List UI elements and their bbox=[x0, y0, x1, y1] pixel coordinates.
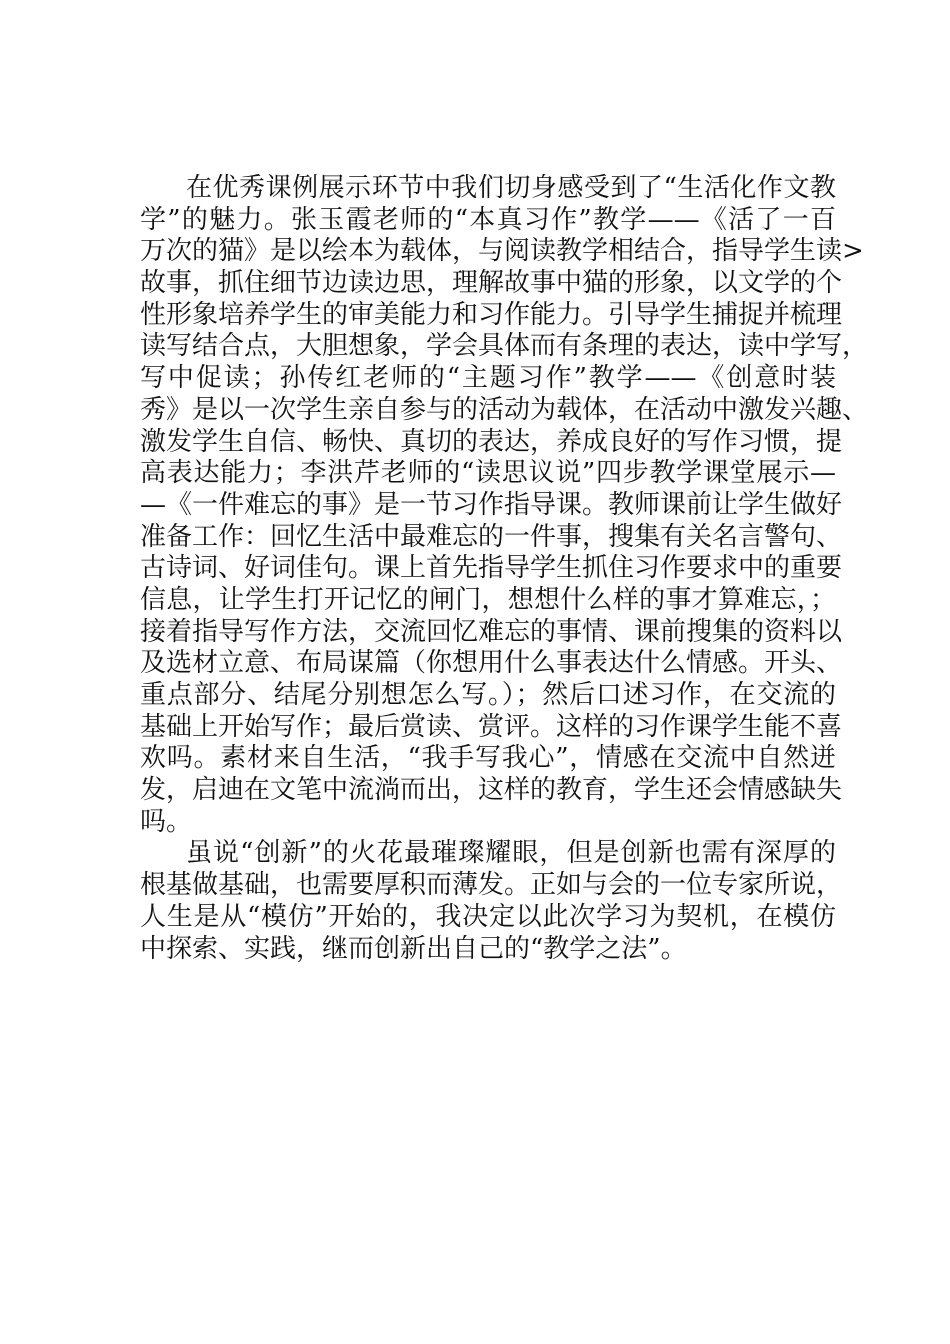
text-line: 高表达能力；李洪芹老师的“读思议说”四步教学课堂展示— bbox=[140, 458, 836, 489]
text-line: 写中促读；孙传红老师的“主题习作”教学——《创意时装 bbox=[140, 363, 836, 394]
text-line: 故事，抓住细节边读边思，理解故事中猫的形象，以文学的个 bbox=[140, 268, 843, 299]
paragraph-1 bbox=[140, 173, 869, 838]
text-line: 秀》是以一次学生亲自参与的活动为载体，在活动中激发兴趣、 bbox=[140, 394, 869, 425]
text-line: 在优秀课例展示环节中我们切身感受到了“生活化作文教 bbox=[186, 173, 836, 203]
text-line: 欢吗。素材来自生活，“我手写我心”，情感在交流中自然迸 bbox=[140, 743, 836, 774]
text-line: 发，启迪在文笔中流淌而出，这样的教育，学生还会情感缺失 bbox=[140, 775, 843, 806]
text-line: —《一件难忘的事》是一节习作指导课。教师课前让学生做好 bbox=[140, 489, 843, 520]
text-line: 古诗词、好词佳句。课上首先指导学生抓住习作要求中的重要 bbox=[140, 553, 843, 584]
text-line: 基础上开始写作；最后赏读、赏评。这样的习作课学生能不喜 bbox=[140, 711, 843, 742]
text-line: 中探索、实践，继而创新出自己的“教学之法”。 bbox=[140, 933, 687, 964]
text-line: 接着指导写作方法，交流回忆难忘的事情、课前搜集的资料以 bbox=[140, 616, 843, 647]
text-line: 激发学生自信、畅快、真切的表达，养成良好的写作习惯，提 bbox=[140, 426, 843, 457]
text-line: 读写结合点，大胆想象，学会具体而有条理的表达，读中学写， bbox=[140, 331, 869, 362]
text-line: 人生是从“模仿”开始的，我决定以此次学习为契机，在模仿 bbox=[140, 901, 836, 932]
text-line: 万次的猫》是以绘本为载体，与阅读教学相结合，指导学生读> bbox=[140, 236, 864, 267]
text-line: 学”的魅力。张玉霞老师的“本真习作”教学——《活了一百 bbox=[140, 204, 836, 235]
text-line: 性形象培养学生的审美能力和习作能力。引导学生捕捉并梳理 bbox=[140, 299, 843, 330]
text-line: 及选材立意、布局谋篇（你想用什么事表达什么情感。开头、 bbox=[140, 648, 843, 679]
text-line: 吗。 bbox=[140, 806, 193, 837]
document-body bbox=[140, 173, 869, 965]
text-line: 重点部分、结尾分别想怎么写。）；然后口述习作，在交流的 bbox=[140, 680, 836, 710]
text-line: 根基做基础，也需要厚积而薄发。正如与会的一位专家所说， bbox=[140, 870, 843, 901]
text-line: 信息，让学生打开记忆的闸门，想想什么样的事才算难忘，； bbox=[140, 584, 836, 615]
paragraph-2 bbox=[140, 838, 843, 965]
text-line: 准备工作：回忆生活中最难忘的一件事，搜集有关名言警句、 bbox=[140, 521, 843, 552]
text-line: 虽说“创新”的火花最璀璨耀眼，但是创新也需有深厚的 bbox=[186, 838, 836, 869]
